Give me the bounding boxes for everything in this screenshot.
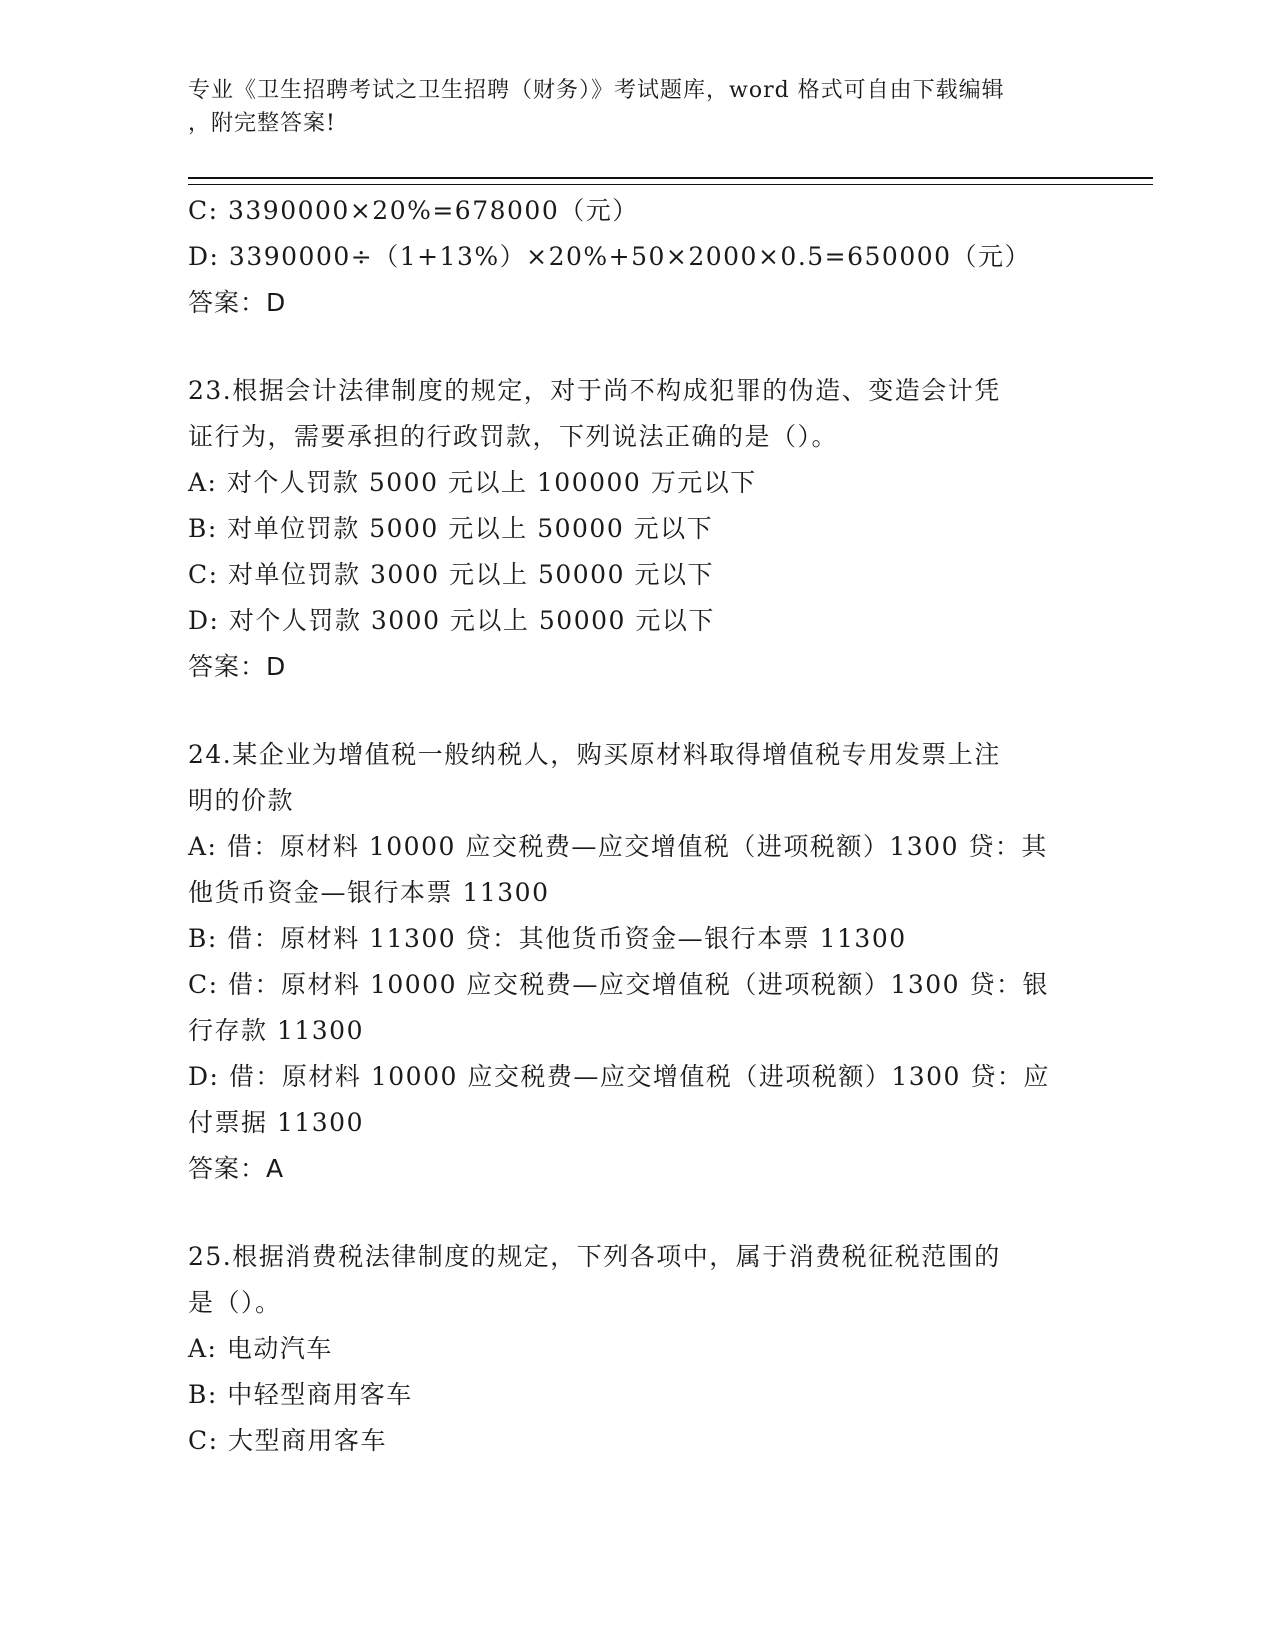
option-a-cont: 他货币资金—银行本票 11300: [188, 878, 550, 907]
question-stem: 是（）。: [188, 1288, 282, 1317]
spacer: [188, 690, 1088, 732]
option-a: A: 对个人罚款 5000 元以上 100000 万元以下: [188, 468, 757, 497]
answer: 答案：D: [188, 652, 287, 681]
option-c: C: 3390000×20%=678000（元）: [188, 196, 639, 225]
question-stem: 24.某企业为增值税一般纳税人，购买原材料取得增值税专用发票上注: [188, 740, 1001, 769]
header-rule-thick: [188, 177, 1153, 179]
question-23: [188, 368, 1088, 690]
question-22: [188, 188, 1088, 326]
option-a: A: 借：原材料 10000 应交税费—应交增值税（进项税额）1300 贷：其: [188, 832, 1048, 861]
option-b: B: 对单位罚款 5000 元以上 50000 元以下: [188, 514, 714, 543]
spacer: [188, 1192, 1088, 1234]
option-d-cont: 付票据 11300: [188, 1108, 364, 1137]
option-b: B: 中轻型商用客车: [188, 1380, 413, 1409]
question-stem: 明的价款: [188, 786, 295, 815]
header-rule-thin: [188, 184, 1153, 185]
question-stem: 证行为，需要承担的行政罚款，下列说法正确的是（）。: [188, 422, 839, 451]
option-c-cont: 行存款 11300: [188, 1016, 364, 1045]
question-25: [188, 1234, 1088, 1464]
document-body: [188, 188, 1088, 1464]
header-line-2: ，附完整答案!: [188, 111, 336, 136]
answer: 答案：D: [188, 288, 287, 317]
option-c: C: 对单位罚款 3000 元以上 50000 元以下: [188, 560, 714, 589]
option-a: A: 电动汽车: [188, 1334, 333, 1363]
option-d: D: 3390000÷（1+13%）×20%+50×2000×0.5=650000（元）: [188, 242, 1032, 271]
spacer: [188, 326, 1088, 368]
option-d: D: 对个人罚款 3000 元以上 50000 元以下: [188, 606, 715, 635]
option-d: D: 借：原材料 10000 应交税费—应交增值税（进项税额）1300 贷：应: [188, 1062, 1050, 1091]
header-line-1: 专业《卫生招聘考试之卫生招聘（财务）》考试题库，word 格式可自由下载编辑: [188, 78, 1005, 103]
option-b: B: 借：原材料 11300 贷：其他货币资金—银行本票 11300: [188, 924, 907, 953]
answer: 答案：A: [188, 1154, 285, 1183]
question-stem: 25.根据消费税法律制度的规定，下列各项中，属于消费税征税范围的: [188, 1242, 1001, 1271]
document-header: [188, 74, 1068, 140]
question-24: [188, 732, 1088, 1192]
option-c: C: 大型商用客车: [188, 1426, 387, 1455]
question-stem: 23.根据会计法律制度的规定，对于尚不构成犯罪的伪造、变造会计凭: [188, 376, 1001, 405]
option-c: C: 借：原材料 10000 应交税费—应交增值税（进项税额）1300 贷：银: [188, 970, 1049, 999]
